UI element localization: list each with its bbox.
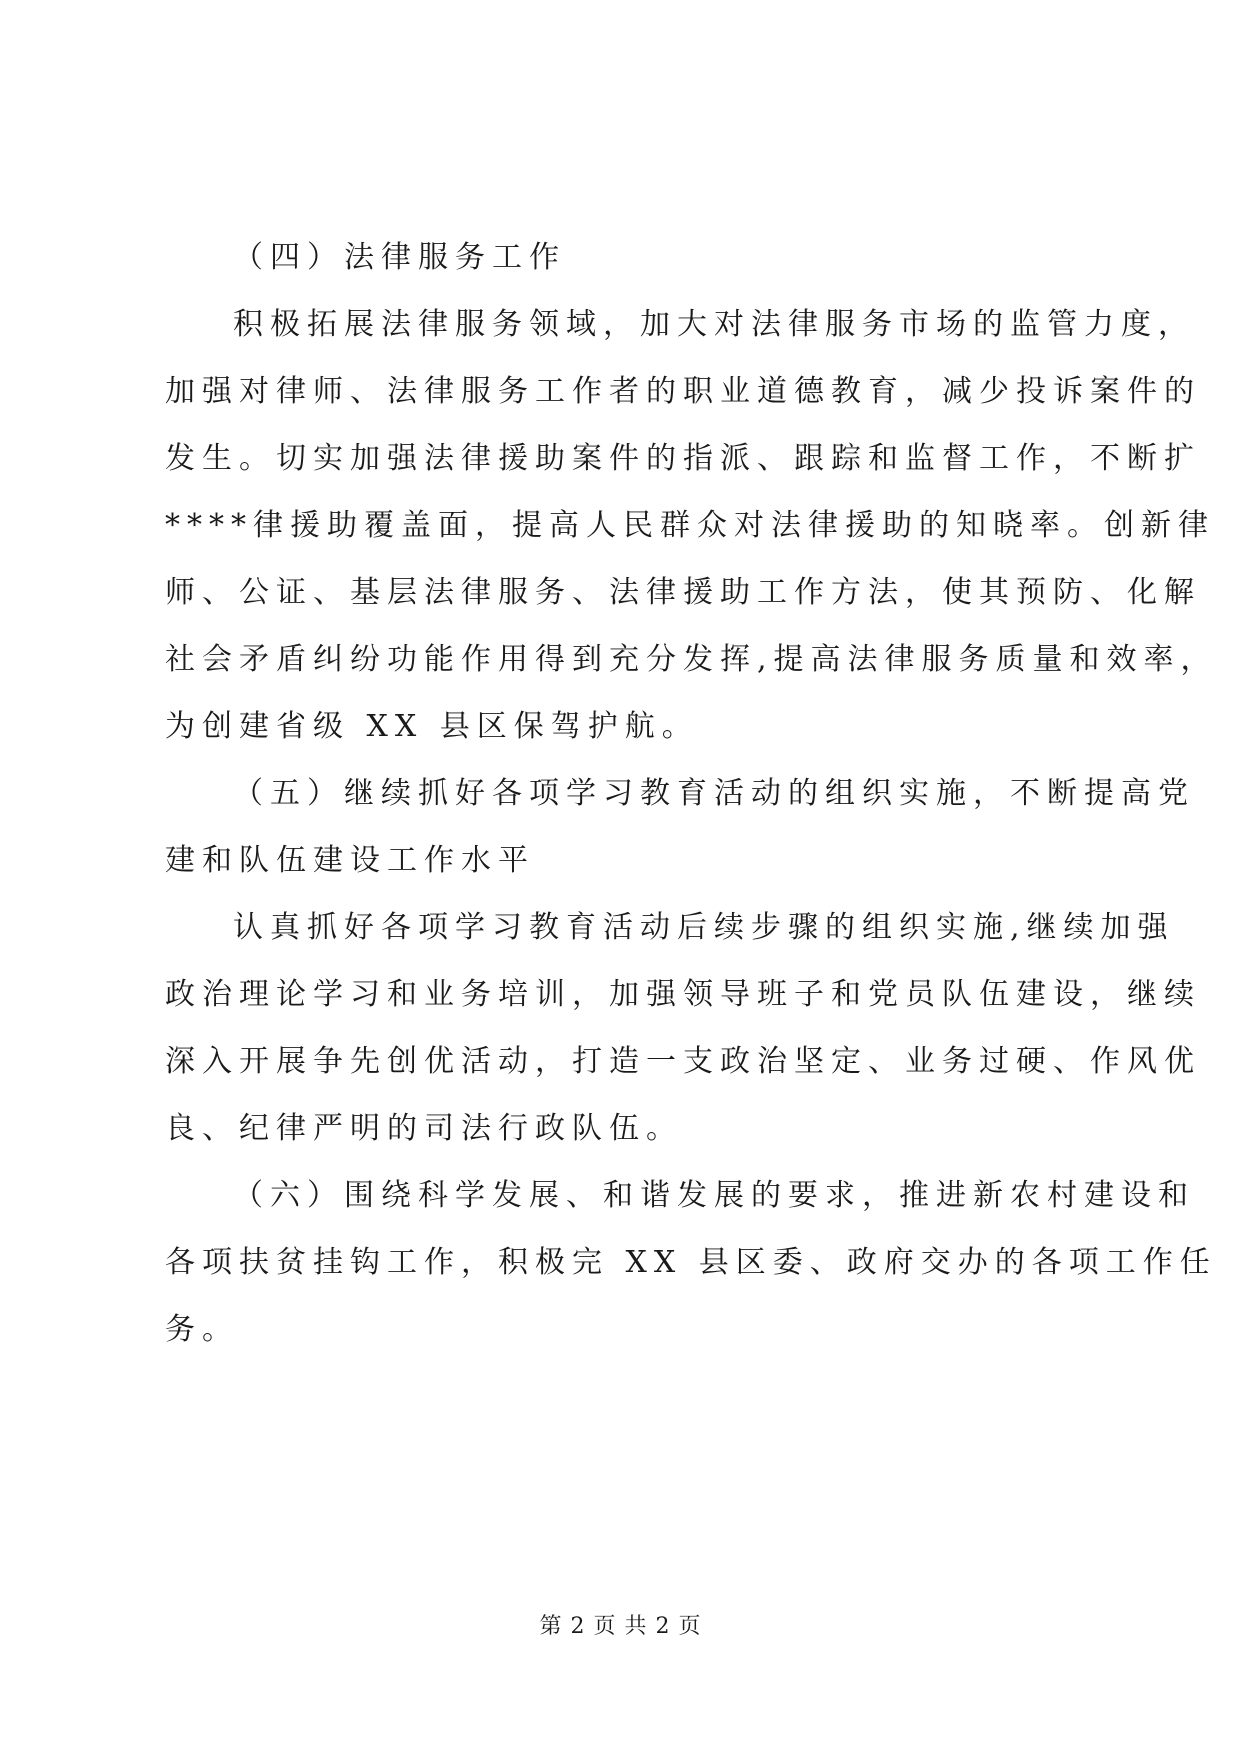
paragraph-line: ****律援助覆盖面，提高人民群众对法律援助的知晓率。创新律 [165,508,1215,543]
document-body [165,224,1218,1363]
paragraph-line: 积极拓展法律服务领域，加大对法律服务市场的监管力度， [233,307,1195,342]
paragraph-line: 政治理论学习和业务培训，加强领导班子和党员队伍建设，继续 [165,977,1201,1012]
page-number-footer: 第 2 页 共 2 页 [539,1614,702,1639]
section-heading-5: （五）继续抓好各项学习教育活动的组织实施，不断提高党 [233,776,1195,811]
paragraph-line: 各项扶贫挂钩工作，积极完 XX 县区委、政府交办的各项工作任 [165,1245,1217,1280]
paragraph-line: 社会矛盾纠纷功能作用得到充分发挥,提高法律服务质量和效率， [165,642,1218,677]
paragraph-line: 师、公证、基层法律服务、法律援助工作方法，使其预防、化解 [165,575,1201,610]
paragraph-line: 良、纪律严明的司法行政队伍。 [165,1111,683,1146]
section-heading-6: （六）围绕科学发展、和谐发展的要求，推进新农村建设和 [233,1178,1195,1213]
section-heading-5-cont: 建和队伍建设工作水平 [165,843,535,878]
paragraph-line: 认真抓好各项学习教育活动后续步骤的组织实施,继续加强 [233,910,1175,945]
paragraph-line: 深入开展争先创优活动，打造一支政治坚定、业务过硬、作风优 [165,1044,1201,1079]
paragraph-line: 发生。切实加强法律援助案件的指派、跟踪和监督工作，不断扩 [165,441,1201,476]
paragraph-line: 务。 [165,1312,239,1347]
section-heading-4: （四）法律服务工作 [233,240,566,275]
paragraph-line: 为创建省级 XX 县区保驾护航。 [165,709,699,744]
paragraph-line: 加强对律师、法律服务工作者的职业道德教育，减少投诉案件的 [165,374,1201,409]
